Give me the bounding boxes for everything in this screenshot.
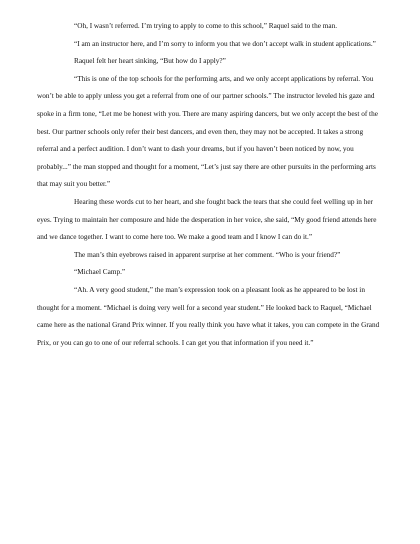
- paragraph-7: “Michael Camp.”: [74, 268, 126, 277]
- paragraph-3: Raquel felt her heart sinking, “But how do I apply?”: [74, 57, 226, 66]
- paragraph-5: Hearing these words cut to her heart, and she fought back the tears that she could feel welling up in her eyes. Trying to maintain her composure and hide the desperation in her voice, she said, “My good friend attends here and we dance together. I want to come here too. We make a good team and I know I can do it.”: [37, 197, 377, 242]
- paragraph-4: “This is one of the top schools for the performing arts, and we only accept applications by referral. You won’t be able to apply unless you get a referral from one of our partner schools.” The instructor leveled his gaze and spoke in a firm tone, “Let me be honest with you. There are many aspiring dancers, but we only accept the best of the best. Our partner schools only refer their best dancers, and even then, they may not be accepted. It takes a strong referral and a perfect audition. I don’t want to dash your dreams, but if you haven’t been noticed by now, you probably...” the man stopped and thought for a moment, “Let’s just say there are other pursuits in the performing arts that may suit you better.”: [37, 74, 378, 189]
- paragraph-1: “Oh, I wasn’t referred. I’m trying to apply to come to this school,” Raquel said to the man.: [74, 22, 338, 30]
- paragraph-8: “Ah. A very good student,” the man’s expression took on a pleasant look as he appeared to be lost in thought for a moment. “Michael is doing very well for a second year student.” He looked back to Raquel, “Michael came here as the national Grand Prix winner. If you really think you have what it takes, you can compete in the Grand Prix, or you can go to one of our referral schools. I can get you that information if you need it.”: [37, 285, 380, 347]
- paragraph-6: The man’s thin eyebrows raised in apparent surprise at her comment. “Who is your friend?”: [74, 250, 341, 259]
- document-body: [37, 18, 386, 352]
- paragraph-2: “I am an instructor here, and I’m sorry to inform you that we don’t accept walk in student applications.”: [74, 39, 376, 48]
